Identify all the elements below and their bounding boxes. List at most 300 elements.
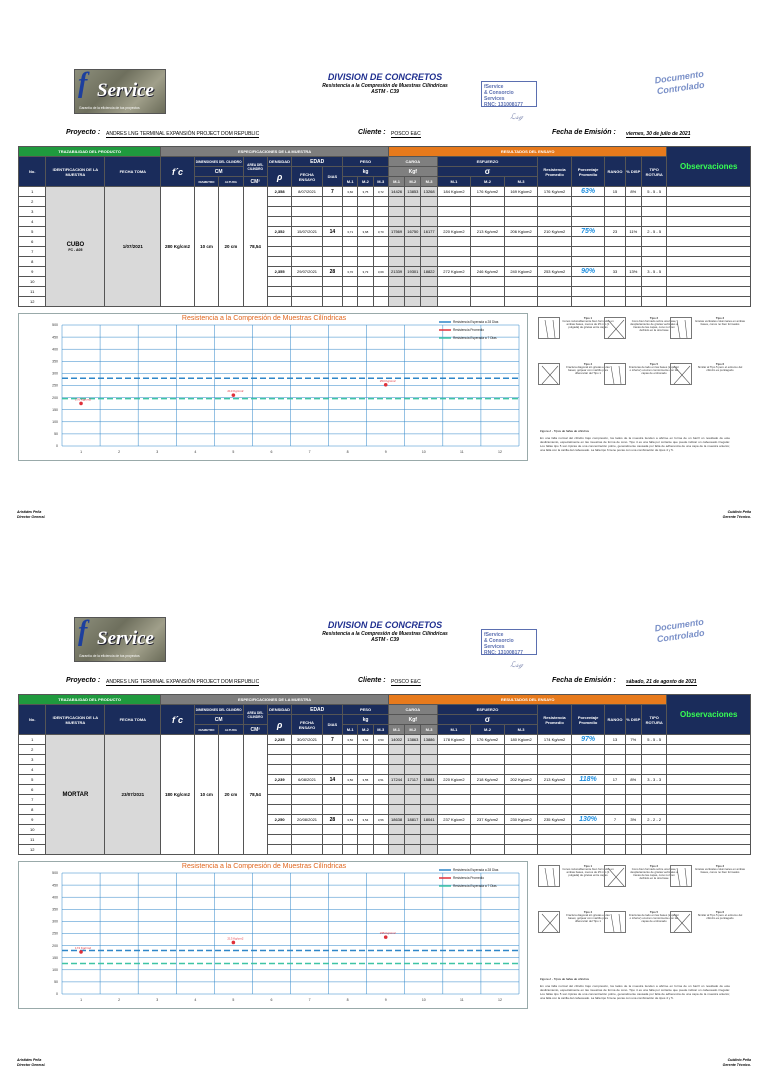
empty-cell	[405, 247, 421, 257]
empty-cell	[625, 257, 641, 267]
esfuerzo-value: 272 Kg/cm2	[437, 267, 471, 277]
col-esfuerzo: ESFUERZO	[437, 157, 538, 167]
failure-type-diagram	[604, 317, 626, 339]
empty-cell	[373, 785, 388, 795]
especificaciones-header: ESPECIFICACIONES DE LA MUESTRA	[161, 147, 389, 157]
dias-value: 14	[322, 227, 342, 237]
empty-cell	[641, 805, 667, 815]
carga-value: 18638	[388, 815, 404, 825]
empty-cell	[421, 825, 437, 835]
empty-cell	[373, 765, 388, 775]
failure-type-name: Tipo 3	[715, 316, 725, 320]
row-number: 12	[19, 845, 46, 855]
col-porcentaje: Porcentaje Promedio	[571, 157, 605, 187]
empty-cell	[421, 277, 437, 287]
empty-cell	[322, 805, 342, 815]
empty-cell	[358, 207, 373, 217]
empty-cell	[388, 287, 404, 297]
carga-value: 19301	[405, 267, 421, 277]
row-number: 1	[19, 735, 46, 745]
empty-cell	[292, 237, 322, 247]
signatory-name: Aristides Peña	[17, 510, 42, 514]
identificacion-value: CUBO	[66, 241, 85, 248]
empty-cell	[343, 845, 358, 855]
col-m3: M-3	[421, 177, 437, 187]
x-tick-label: 10	[421, 450, 426, 454]
average-point-label: 210 Kg/cm2	[227, 389, 244, 394]
proyecto-label: Proyecto :	[66, 677, 101, 684]
proyecto-value: ANDRES LNG TERMINAL EXPANSIÓN PROJECT DOM REPUBLIC	[106, 131, 260, 137]
empty-cell	[292, 745, 322, 755]
resistencia-value: 176 Kg/cm2	[538, 187, 572, 197]
empty-cell	[605, 845, 625, 855]
empty-cell	[388, 237, 404, 247]
empty-cell	[504, 755, 538, 765]
resultados-header: RESULTADOS DEL ENSAYO	[388, 147, 667, 157]
x-tick-label: 7	[308, 998, 311, 1002]
y-tick-label: 0	[56, 444, 58, 449]
empty-cell	[373, 257, 388, 267]
tipo-rotura-value: 3 - 3 - 3	[641, 775, 667, 785]
failure-type-desc: Conos razonablemente bien formados en ambas bases, menos de 25 mm [1 pulgada] de grietas entre capas	[562, 319, 614, 329]
empty-cell	[405, 277, 421, 287]
x-tick-label: 8	[346, 450, 349, 454]
rango-value: 7	[605, 815, 625, 825]
empty-cell	[437, 237, 471, 247]
failure-crack-drawing	[605, 364, 627, 386]
row-number: 3	[19, 755, 46, 765]
logo-tagline: Garantía de la eficiencia de tus proyectos	[79, 654, 140, 658]
failure-type-diagram	[670, 911, 692, 933]
col-no: No.	[19, 705, 46, 735]
empty-cell	[641, 207, 667, 217]
carga-value: 16177	[421, 227, 437, 237]
signatory-title: Gerente Técnico.	[722, 1063, 751, 1067]
empty-cell	[405, 825, 421, 835]
failure-type-desc: Cono bien formado sobre una base, desplazamiento de grietas verticales a través de las capas, cono no bien definido en la otra base	[630, 319, 678, 332]
empty-cell	[625, 237, 641, 247]
failure-type-desc: Similar al Tipo 5 pero el extremo del cilindro es puntiagudo	[697, 913, 743, 920]
empty-cell	[322, 217, 342, 227]
empty-cell	[405, 795, 421, 805]
col-densidad: DENSIDAD	[267, 157, 291, 167]
observaciones-header: Observaciones	[667, 695, 751, 735]
empty-cell	[322, 237, 342, 247]
empty-cell	[405, 257, 421, 267]
col-fecha-ensayo: FECHA ENSAYO	[292, 167, 322, 187]
esfuerzo-value: 178 Kg/cm2	[437, 735, 471, 745]
empty-cell	[471, 745, 505, 755]
empty-cell	[358, 845, 373, 855]
empty-cell	[358, 805, 373, 815]
failure-crack-drawing	[671, 318, 693, 340]
y-tick-label: 300	[52, 371, 58, 376]
area-value: 78,54	[243, 735, 267, 855]
x-tick-label: 6	[270, 998, 273, 1002]
resistencia-value: 253 Kg/cm2	[538, 267, 572, 277]
fecha-toma-value: 23/07/2021	[105, 735, 161, 855]
esfuerzo-value: 246 Kg/cm2	[471, 267, 505, 277]
row-number: 7	[19, 795, 46, 805]
failure-type-desc: Similar al Tipo 5 pero el extremo del cilindro es puntiagudo	[697, 365, 743, 372]
carga-value: 18817	[405, 815, 421, 825]
carga-value: 17117	[405, 775, 421, 785]
densidad-value: 2,235	[267, 735, 291, 745]
empty-cell	[641, 257, 667, 267]
row-number: 6	[19, 785, 46, 795]
empty-cell	[625, 277, 641, 287]
y-tick-label: 200	[52, 943, 58, 948]
rango-value: 13	[605, 735, 625, 745]
empty-cell	[471, 217, 505, 227]
failure-crack-drawing	[539, 912, 561, 934]
x-tick-label: 1	[80, 450, 83, 454]
disp-value: 11%	[625, 227, 641, 237]
empty-cell	[504, 197, 538, 207]
empty-cell	[405, 765, 421, 775]
row-number: 2	[19, 197, 46, 207]
empty-cell	[292, 217, 322, 227]
empty-cell	[571, 765, 605, 775]
dias-value: 28	[322, 815, 342, 825]
x-tick-label: 4	[194, 450, 197, 454]
carga-value: 13268	[421, 187, 437, 197]
y-tick-label: 100	[52, 420, 58, 424]
legend-label: Resistencia Esperada a 7 Dias	[453, 336, 497, 341]
carga-value: 21339	[388, 267, 404, 277]
failure-type-diagram	[538, 363, 560, 385]
empty-cell	[625, 287, 641, 297]
empty-cell	[471, 825, 505, 835]
x-tick-label: 5	[232, 450, 235, 454]
empty-cell	[373, 207, 388, 217]
empty-cell	[437, 825, 471, 835]
failure-type-label	[694, 865, 746, 874]
row-number: 8	[19, 805, 46, 815]
empty-cell	[343, 755, 358, 765]
empty-cell	[437, 257, 471, 267]
empty-cell	[437, 207, 471, 217]
row-number: 8	[19, 257, 46, 267]
failure-type-name: Tipo 1	[583, 864, 593, 868]
row-number: 10	[19, 825, 46, 835]
empty-cell	[437, 277, 471, 287]
concrete-report	[0, 0, 768, 519]
empty-cell	[471, 197, 505, 207]
failure-type-desc: Grietas verticales columnares en ambas bases, conos no bien formados	[695, 867, 745, 874]
tipo-rotura-value: 3 - 5 - 5	[641, 267, 667, 277]
empty-cell	[421, 297, 437, 307]
col-m1: M-1	[343, 725, 358, 735]
col-m1: M-1	[437, 725, 471, 735]
observaciones-cell	[667, 197, 751, 207]
average-point-label: 176 Kg/cm2	[75, 397, 92, 402]
failure-type-diagram	[670, 865, 692, 887]
row-number: 2	[19, 745, 46, 755]
empty-cell	[267, 835, 291, 845]
empty-cell	[388, 257, 404, 267]
empty-cell	[504, 207, 538, 217]
col-carga: CARGA	[388, 157, 437, 167]
observaciones-cell	[667, 277, 751, 287]
empty-cell	[267, 197, 291, 207]
x-tick-label: 10	[421, 998, 426, 1002]
tipo-rotura-value: 2 - 2 - 2	[641, 815, 667, 825]
table-row	[19, 735, 751, 745]
fecha-emision-value: sábado, 21 de agosto de 2021	[626, 679, 697, 685]
crack-line	[545, 320, 555, 338]
porcentaje-value: 97%	[571, 735, 605, 745]
empty-cell	[504, 257, 538, 267]
empty-cell	[471, 805, 505, 815]
col-cm: CM	[194, 167, 243, 177]
legend-label: Resistencia Promedio	[453, 876, 485, 881]
tipo-rotura-value: 5 - 5 - 5	[641, 735, 667, 745]
empty-cell	[421, 197, 437, 207]
fecha-ensayo-value: 30/07/2021	[292, 735, 322, 745]
resistencia-value: 235 Kg/cm2	[538, 815, 572, 825]
empty-cell	[437, 845, 471, 855]
empty-cell	[504, 287, 538, 297]
col-sigma: σ	[437, 715, 538, 725]
col-rango: RANGO	[605, 705, 625, 735]
col-disp: % DISP	[625, 157, 641, 187]
resistencia-value: 174 Kg/cm2	[538, 735, 572, 745]
empty-cell	[571, 845, 605, 855]
y-tick-label: 250	[52, 931, 58, 936]
col-carga: CARGA	[388, 705, 437, 715]
average-point-label: 213 Kg/cm2	[227, 936, 244, 941]
empty-cell	[322, 825, 342, 835]
empty-cell	[343, 217, 358, 227]
failure-type-name: Tipo 4	[583, 910, 593, 914]
empty-cell	[571, 247, 605, 257]
empty-cell	[625, 217, 641, 227]
signatory-name: Cuidinio Peña	[727, 1058, 751, 1062]
densidad-value: 2,250	[267, 815, 291, 825]
y-tick-label: 300	[52, 919, 58, 924]
esfuerzo-value: 202 Kg/cm2	[504, 775, 538, 785]
col-identificacion: IDENTIFICACION DE LA MUESTRA	[46, 157, 105, 187]
empty-cell	[437, 745, 471, 755]
empty-cell	[538, 217, 572, 227]
report-title: DIVISION DE CONCRETOS	[327, 72, 443, 82]
failure-type-desc: Cono bien formado sobre una base, desplazamiento de grietas verticales a través de las capas, cono no bien definido en la otra base	[630, 867, 678, 880]
signatory-title: Director General.	[17, 1063, 46, 1067]
empty-cell	[388, 745, 404, 755]
col-m2: M-2	[471, 725, 505, 735]
observaciones-cell	[667, 805, 751, 815]
carga-value: 13886	[421, 735, 437, 745]
empty-cell	[421, 755, 437, 765]
empty-cell	[641, 237, 667, 247]
empty-cell	[538, 755, 572, 765]
col-resistencia: Resistencia Promedio	[538, 705, 572, 735]
empty-cell	[267, 297, 291, 307]
empty-cell	[538, 197, 572, 207]
col-disp: % DISP	[625, 705, 641, 735]
empty-cell	[471, 237, 505, 247]
failure-type-desc: Fracturas de lado en las bases (superior o inferior) ocurren comúnmente con las capas de embonado	[628, 365, 680, 375]
crack-line	[677, 320, 687, 338]
observaciones-cell	[667, 735, 751, 745]
empty-cell	[437, 805, 471, 815]
observaciones-cell	[667, 237, 751, 247]
x-tick-label: 12	[498, 450, 502, 454]
empty-cell	[322, 297, 342, 307]
empty-cell	[405, 835, 421, 845]
failure-crack-drawing	[671, 912, 693, 934]
empty-cell	[322, 845, 342, 855]
observaciones-cell	[667, 207, 751, 217]
col-m3: M-3	[373, 177, 388, 187]
failure-type-name: Tipo 6	[715, 910, 725, 914]
densidad-value: 2,355	[267, 267, 291, 277]
documento-controlado-stamp: Documento Controlado	[653, 68, 706, 97]
empty-cell	[625, 825, 641, 835]
crack-line	[674, 366, 690, 384]
report-subtitle: Resistencia a la Compresión de Muestras Cilíndricas	[322, 83, 448, 89]
empty-cell	[388, 197, 404, 207]
strength-chart	[18, 861, 528, 1009]
stamp-line: RNC: 131008177	[484, 650, 523, 656]
row-number: 12	[19, 297, 46, 307]
col-cm2: CM²	[243, 177, 267, 187]
empty-cell	[605, 207, 625, 217]
empty-cell	[267, 845, 291, 855]
empty-cell	[504, 745, 538, 755]
empty-cell	[571, 207, 605, 217]
proyecto-label: Proyecto :	[66, 129, 101, 136]
resistencia-value: 213 Kg/cm2	[538, 775, 572, 785]
col-area: AREA DEL CILINDRO	[243, 705, 267, 725]
empty-cell	[538, 805, 572, 815]
esfuerzo-value: 237 Kg/cm2	[471, 815, 505, 825]
empty-cell	[405, 287, 421, 297]
observaciones-cell	[667, 217, 751, 227]
esfuerzo-value: 230 Kg/cm2	[504, 815, 538, 825]
legend-label: Resistencia Promedio	[453, 328, 485, 333]
failure-type-diagram	[670, 363, 692, 385]
empty-cell	[322, 197, 342, 207]
empty-cell	[538, 287, 572, 297]
empty-cell	[358, 825, 373, 835]
col-m3: M-3	[504, 177, 538, 187]
carga-value: 18822	[421, 267, 437, 277]
empty-cell	[322, 247, 342, 257]
esfuerzo-value: 240 Kg/cm2	[504, 267, 538, 277]
empty-cell	[641, 845, 667, 855]
empty-cell	[471, 835, 505, 845]
esfuerzo-value: 213 Kg/cm2	[471, 227, 505, 237]
empty-cell	[625, 745, 641, 755]
empty-cell	[405, 755, 421, 765]
footer-signatory-left	[17, 510, 45, 520]
empty-cell	[571, 755, 605, 765]
empty-cell	[373, 287, 388, 297]
signatory-name: Aristides Peña	[17, 1058, 42, 1062]
empty-cell	[625, 795, 641, 805]
col-m1: M-1	[437, 177, 471, 187]
peso-value: 3,75	[358, 187, 373, 197]
col-cm2: CM²	[243, 725, 267, 735]
empty-cell	[388, 207, 404, 217]
empty-cell	[388, 835, 404, 845]
fecha-emision-value: viernes, 30 de julio de 2021	[626, 131, 691, 137]
empty-cell	[292, 845, 322, 855]
fc-value: 280 Kg/cm2	[161, 187, 195, 307]
empty-cell	[504, 237, 538, 247]
x-tick-label: 9	[384, 998, 387, 1002]
empty-cell	[571, 197, 605, 207]
empty-cell	[405, 805, 421, 815]
empty-cell	[267, 207, 291, 217]
peso-value: 3,69	[373, 267, 388, 277]
empty-cell	[641, 765, 667, 775]
y-tick-label: 150	[52, 407, 58, 412]
failure-types-figure	[536, 861, 745, 1016]
empty-cell	[571, 835, 605, 845]
col-fc: f´c	[161, 157, 195, 187]
row-number: 4	[19, 765, 46, 775]
empty-cell	[605, 785, 625, 795]
col-kgf: Kgf	[388, 167, 437, 177]
empty-cell	[267, 745, 291, 755]
empty-cell	[437, 217, 471, 227]
empty-cell	[388, 755, 404, 765]
col-edad: EDAD	[292, 157, 343, 167]
empty-cell	[267, 247, 291, 257]
rango-value: 33	[605, 267, 625, 277]
empty-cell	[373, 835, 388, 845]
empty-cell	[504, 845, 538, 855]
average-point-label: 235 Kg/cm2	[379, 931, 396, 936]
resultados-header: RESULTADOS DEL ENSAYO	[388, 695, 667, 705]
empty-cell	[437, 795, 471, 805]
proyecto-value: ANDRES LNG TERMINAL EXPANSIÓN PROJECT DOM REPUBLIC	[106, 679, 260, 685]
empty-cell	[437, 785, 471, 795]
observaciones-header: Observaciones	[667, 147, 751, 187]
footer-signatory-right	[723, 510, 751, 520]
rango-value: 17	[605, 775, 625, 785]
row-number: 9	[19, 267, 46, 277]
empty-cell	[292, 835, 322, 845]
empty-cell	[421, 217, 437, 227]
strength-chart	[18, 313, 528, 461]
empty-cell	[471, 207, 505, 217]
average-point	[232, 941, 236, 945]
x-tick-label: 3	[156, 998, 159, 1002]
x-tick-label: 11	[460, 450, 464, 454]
observaciones-cell	[667, 765, 751, 775]
porcentaje-value: 118%	[571, 775, 605, 785]
empty-cell	[388, 765, 404, 775]
carga-value: 17569	[388, 227, 404, 237]
altura-value: 20 cm	[219, 187, 243, 307]
empty-cell	[343, 795, 358, 805]
carga-value: 17244	[388, 775, 404, 785]
empty-cell	[267, 805, 291, 815]
concrete-report	[0, 548, 768, 1067]
identificacion-sub: FC - A05	[68, 247, 83, 252]
empty-cell	[343, 835, 358, 845]
failure-type-name: Tipo 1	[583, 316, 593, 320]
empty-cell	[343, 785, 358, 795]
peso-value: 3,50	[343, 735, 358, 745]
col-diametro: DIAMETRO	[194, 177, 218, 187]
empty-cell	[267, 217, 291, 227]
empty-cell	[625, 845, 641, 855]
